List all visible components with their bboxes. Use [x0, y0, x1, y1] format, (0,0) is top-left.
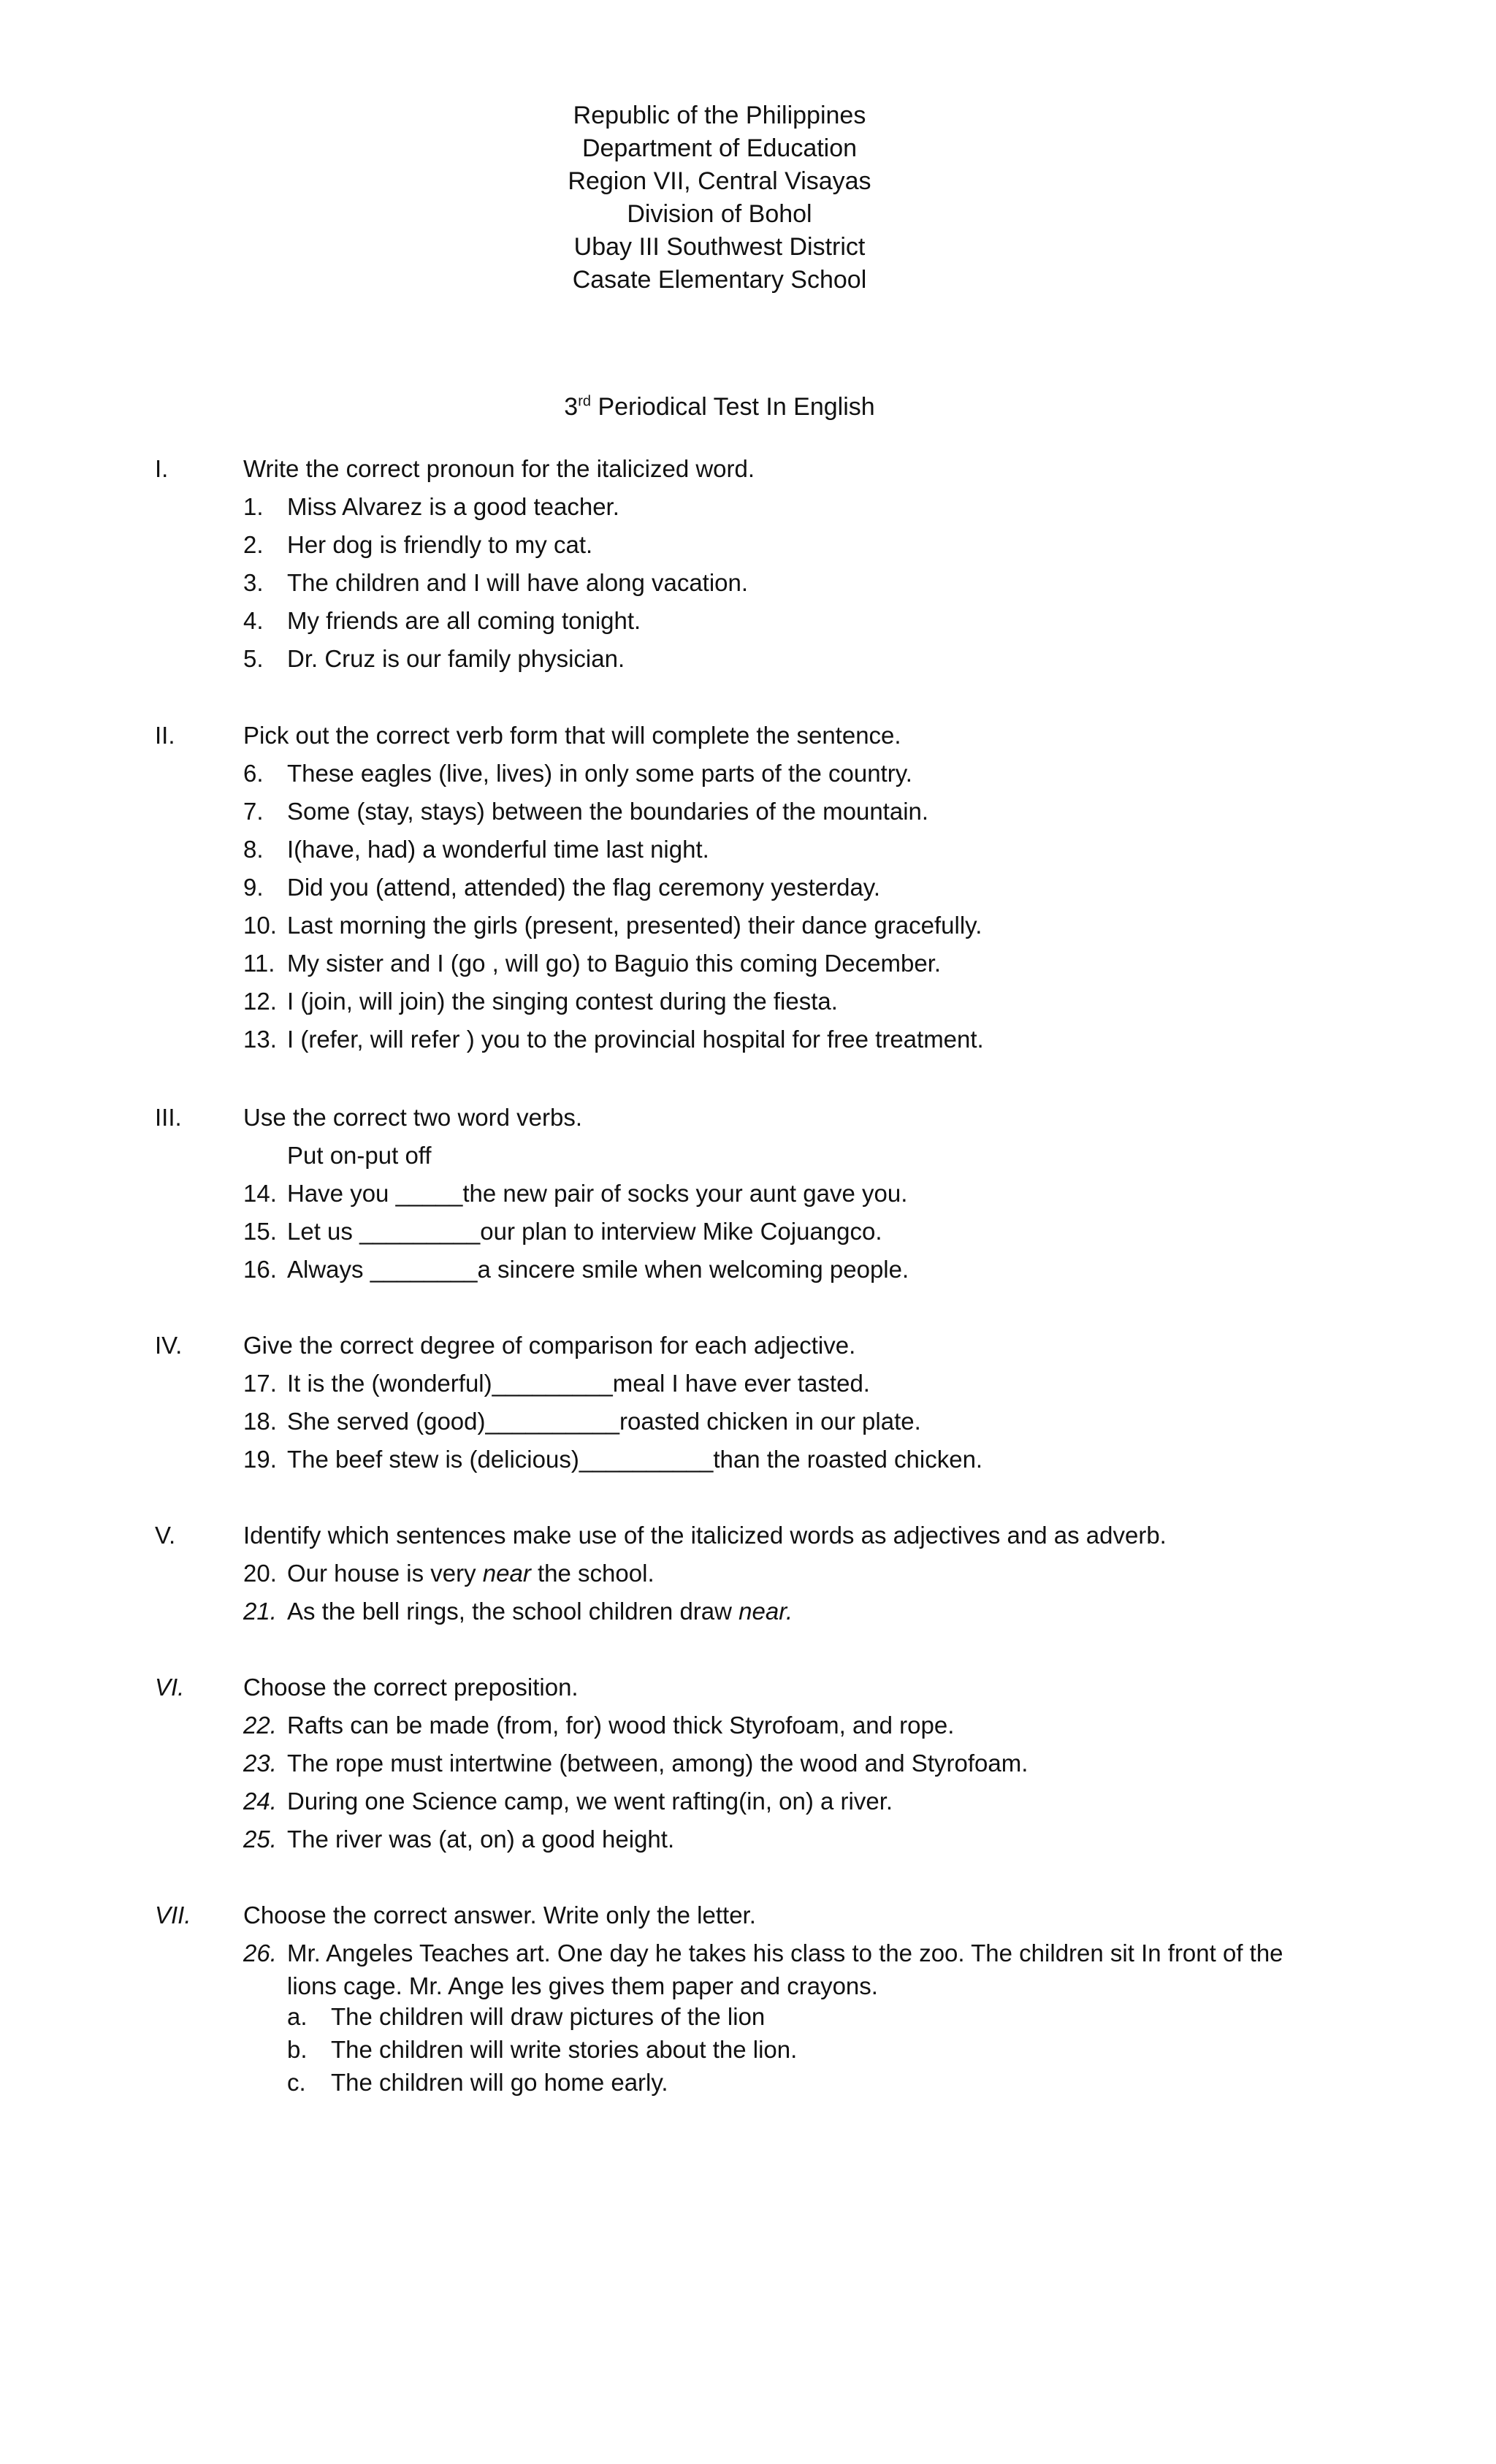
question-number: 2.: [243, 531, 264, 558]
question-item: [0, 945, 1496, 983]
question-number: 23.: [243, 1750, 277, 1777]
title-text: Periodical Test In English: [591, 393, 875, 421]
question-item: [0, 1403, 1496, 1441]
question-item: [0, 907, 1496, 945]
question-text: I(have, had) a wonderful time last night.: [287, 836, 709, 863]
school-header: [0, 99, 1439, 297]
question-number: 3.: [243, 569, 264, 596]
question-item: [0, 983, 1496, 1021]
question-text: Rafts can be made (from, for) wood thick Styrofoam, and rope.: [287, 1712, 955, 1739]
test-title: [0, 391, 1439, 424]
question-number: 13.: [243, 1026, 277, 1053]
question-number: 16.: [243, 1256, 277, 1283]
word-choices-text: Put on-put off: [287, 1142, 432, 1169]
section-instruction: Give the correct degree of comparison for each adjective.: [243, 1332, 856, 1359]
section-number: I.: [155, 455, 169, 482]
option-text: The children will write stories about the lion.: [331, 2036, 798, 2063]
question-number: 7.: [243, 798, 264, 825]
question-text: Miss Alvarez is a good teacher.: [287, 493, 619, 520]
section-instruction: Choose the correct answer. Write only the letter.: [243, 1902, 756, 1929]
question-list: [0, 1137, 1496, 1289]
question-item: [0, 1555, 1496, 1593]
question-number: 4.: [243, 607, 264, 634]
question-number: 17.: [243, 1370, 277, 1397]
question-item: [0, 1175, 1496, 1213]
answer-option: [0, 2066, 1496, 2099]
section-number: III.: [155, 1104, 182, 1131]
question-list: [0, 1934, 1496, 2099]
question-text: The beef stew is (delicious)__________than the roasted chicken.: [287, 1446, 983, 1473]
question-number: 25.: [243, 1826, 277, 1853]
question-text: [287, 1555, 654, 1593]
question-text: My sister and I (go , will go) to Baguio this coming December.: [287, 950, 942, 977]
section-instruction: Write the correct pronoun for the italicized word.: [243, 455, 755, 482]
question-text: These eagles (live, lives) in only some parts of the country.: [287, 760, 912, 787]
question-text: Her dog is friendly to my cat.: [287, 531, 593, 558]
question-item: [0, 564, 1496, 602]
italic-word: near.: [739, 1598, 793, 1625]
question-item: [0, 1744, 1496, 1782]
question-item: [0, 1593, 1496, 1630]
question-item: [0, 488, 1496, 526]
option-text: The children will draw pictures of the lion: [331, 2003, 766, 2030]
question-list: [0, 1555, 1496, 1630]
question-text: She served (good)__________roasted chicken in our plate.: [287, 1408, 921, 1435]
question-item: [0, 602, 1496, 640]
question-item: [0, 1934, 1496, 2000]
question-text: It is the (wonderful)_________meal I have ever tasted.: [287, 1370, 870, 1397]
question-item: [0, 793, 1496, 831]
question-list: [0, 755, 1496, 1059]
section-number: V.: [155, 1522, 176, 1549]
question-item: [0, 1365, 1496, 1403]
section-instruction: Identify which sentences make use of the italicized words as adjectives and as adverb.: [243, 1522, 1167, 1549]
section-instruction: Pick out the correct verb form that will complete the sentence.: [243, 722, 901, 749]
question-list: [0, 1706, 1496, 1858]
italic-word: near: [482, 1560, 531, 1587]
question-text: Last morning the girls (present, presented) their dance gracefully.: [287, 912, 982, 939]
question-number: 26.: [243, 1939, 277, 1967]
question-number: 24.: [243, 1788, 277, 1815]
question-number: 20.: [243, 1560, 277, 1587]
question-number: 8.: [243, 836, 264, 863]
title-ordinal: 3: [564, 393, 579, 421]
question-item: [0, 831, 1496, 869]
question-item: [0, 1820, 1496, 1858]
question-item: [0, 755, 1496, 793]
question-number: 5.: [243, 645, 264, 672]
question-number: 12.: [243, 988, 277, 1015]
answer-options: [0, 2000, 1496, 2099]
header-line: Department of Education: [581, 134, 858, 162]
section-number: VII.: [155, 1902, 191, 1929]
answer-option: [0, 2000, 1496, 2033]
option-letter: a.: [287, 2003, 308, 2030]
section-number: VI.: [155, 1674, 185, 1701]
option-text: The children will go home early.: [331, 2069, 668, 2096]
question-list: [0, 488, 1496, 678]
question-text: Dr. Cruz is our family physician.: [287, 645, 625, 672]
question-item: [0, 526, 1496, 564]
question-list: [0, 1365, 1496, 1479]
question-item: [0, 1782, 1496, 1820]
section-number: II.: [155, 722, 175, 749]
section-instruction: Use the correct two word verbs.: [243, 1104, 582, 1131]
section-instruction: Choose the correct preposition.: [243, 1674, 579, 1701]
question-text: [287, 1593, 793, 1630]
question-number: 11.: [243, 950, 275, 977]
question-number: 14.: [243, 1180, 277, 1207]
question-text-end: the school.: [530, 1560, 654, 1587]
question-number: 18.: [243, 1408, 277, 1435]
question-text: Some (stay, stays) between the boundaries of the mountain.: [287, 798, 929, 825]
question-item: [0, 869, 1496, 907]
question-text: During one Science camp, we went rafting(in, on) a river.: [287, 1788, 893, 1815]
header-line: Region VII, Central Visayas: [568, 167, 871, 195]
question-text: My friends are all coming tonight.: [287, 607, 641, 634]
header-line: Ubay III Southwest District: [573, 233, 866, 261]
header-line: Casate Elementary School: [572, 266, 867, 294]
word-choices: [0, 1137, 1496, 1175]
question-number: 1.: [243, 493, 264, 520]
question-text: The rope must intertwine (between, among) the wood and Styrofoam.: [287, 1750, 1028, 1777]
question-item: [0, 1213, 1496, 1251]
question-text: Let us _________our plan to interview Mike Cojuangco.: [287, 1218, 882, 1245]
question-number: 9.: [243, 874, 264, 901]
question-item: [0, 1251, 1496, 1289]
question-number: 10.: [243, 912, 277, 939]
question-number: 19.: [243, 1446, 277, 1473]
question-number: 6.: [243, 760, 264, 787]
answer-option: [0, 2033, 1496, 2066]
question-text-start: As the bell rings, the school children draw: [287, 1598, 739, 1625]
section-number: IV.: [155, 1332, 183, 1359]
title-ordinal-suffix: rd: [578, 393, 591, 410]
question-item: [0, 1441, 1496, 1479]
question-text: The children and I will have along vacation.: [287, 569, 749, 596]
question-text: Always ________a sincere smile when welcoming people.: [287, 1256, 909, 1283]
question-text-start: Our house is very: [287, 1560, 483, 1587]
question-text: I (refer, will refer ) you to the provincial hospital for free treatment.: [287, 1026, 984, 1053]
question-item: [0, 640, 1496, 678]
question-number: 21.: [243, 1598, 277, 1625]
header-line: Republic of the Philippines: [573, 102, 866, 129]
question-text: The river was (at, on) a good height.: [287, 1826, 675, 1853]
option-letter: c.: [287, 2069, 306, 2096]
question-item: [0, 1706, 1496, 1744]
option-letter: b.: [287, 2036, 308, 2063]
question-number: 22.: [243, 1712, 277, 1739]
question-text: Did you (attend, attended) the flag ceremony yesterday.: [287, 874, 881, 901]
header-line: Division of Bohol: [627, 200, 812, 228]
question-number: 15.: [243, 1218, 277, 1245]
question-text: Have you _____the new pair of socks your aunt gave you.: [287, 1180, 908, 1207]
question-text: I (join, will join) the singing contest during the fiesta.: [287, 988, 838, 1015]
question-item: [0, 1021, 1496, 1059]
question-text: Mr. Angeles Teaches art. One day he takes his class to the zoo. The children sit In front of the lions cage. Mr. Ange les gives them paper and crayons.: [287, 1939, 1283, 1999]
